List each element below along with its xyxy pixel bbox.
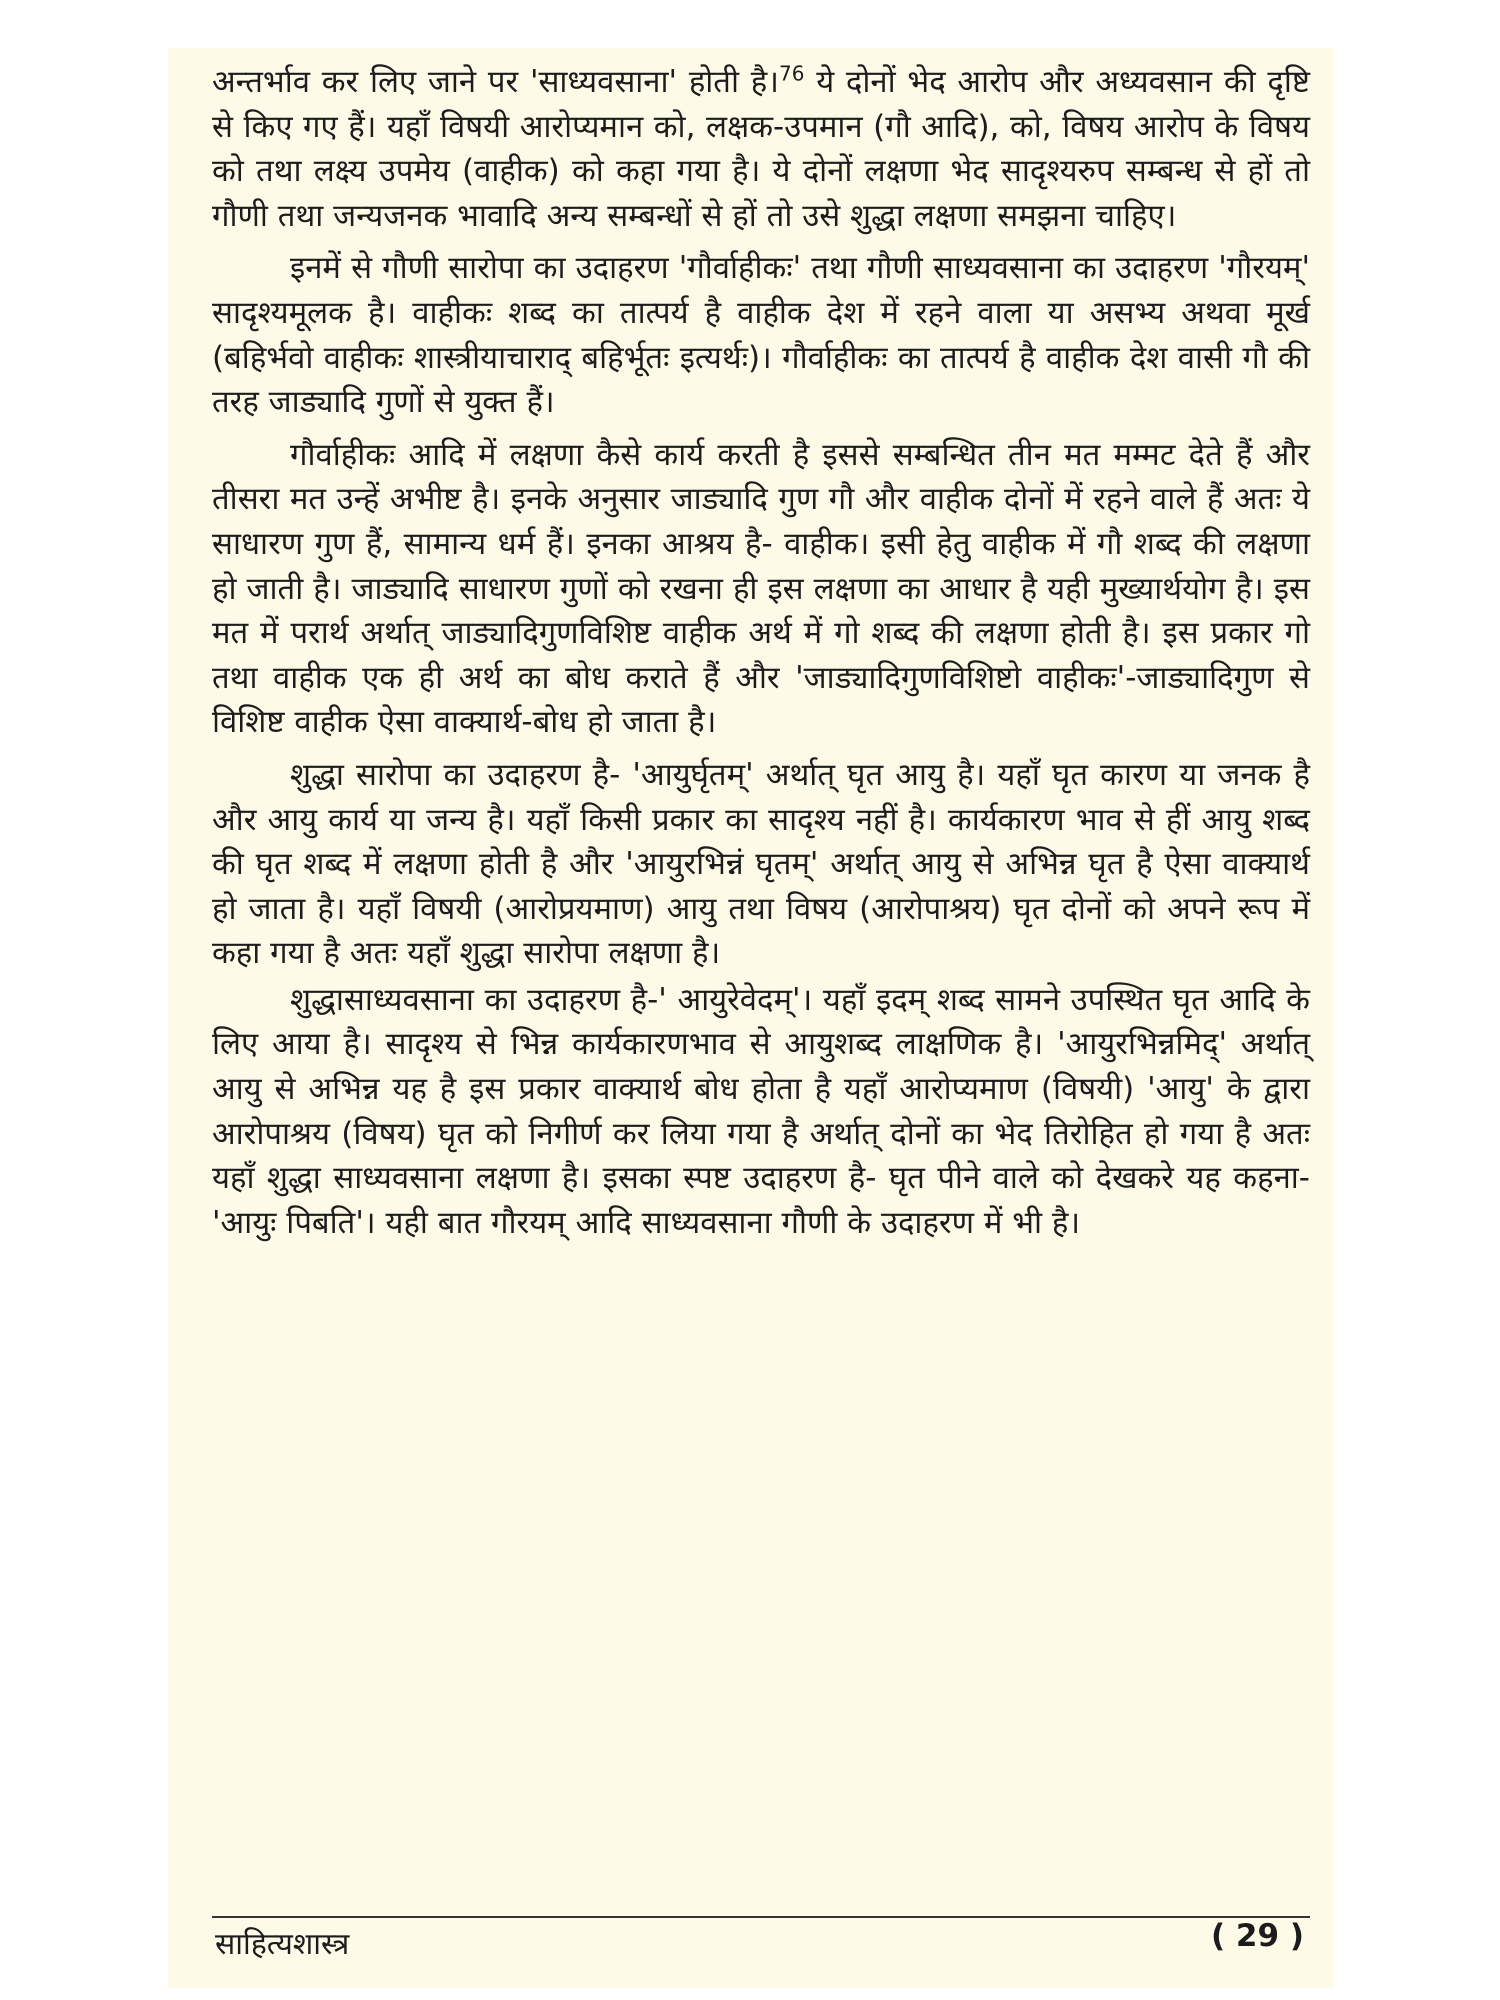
footer-divider xyxy=(212,1916,1310,1918)
paragraph-2: इनमें से गौणी सारोपा का उदाहरण 'गौर्वाहीकः' तथा गौणी साध्यवसाना का उदाहरण 'गौरयम्' सादृश्यमूलक है। वाहीकः शब्द का तात्पर्य है वाहीक देश में रहने वाला या असभ्य अथवा मूर्ख (बहिर्भवो वाहीकः शास्त्रीयाचाराद् बहिर्भूतः इत्यर्थः)। गौर्वाहीकः का तात्पर्य है वाहीक देश वासी गौ की तरह जाड्यादि गुणों से युक्त हैं। xyxy=(212,250,1310,421)
paragraph-5: शुद्धासाध्यवसाना का उदाहरण है-' आयुरेवेदम्'। यहाँ इदम् शब्द सामने उपस्थित घृत आदि के लिए आया है। सादृश्य से भिन्न कार्यकारणभाव से आयुशब्द लाक्षणिक है। 'आयुरभिन्नमिद्' अर्थात् आयु से अभिन्न यह है इस प्रकार वाक्यार्थ बोध होता है यहाँ आरोप्यमाण (विषयी) 'आयु' के द्वारा आरोपाश्रय (विषय) घृत को निगीर्ण कर लिया गया है अर्थात् दोनों का भेद तिरोहित हो गया है अतः यहाँ शुद्धा साध्यवसाना लक्षणा है। इसका स्पष्ट उदाहरण है- घृत पीने वाले को देखकरे यह कहना-'आयुः पिबति'। यही बात गौरयम् आदि साध्यवसाना गौणी के उदाहरण में भी है। xyxy=(212,981,1310,1241)
footer-book-title: साहित्यशास्त्र xyxy=(215,1927,350,1962)
page-number: ( 29 ) xyxy=(1210,1918,1304,1954)
paragraph-4: शुद्धा सारोपा का उदाहरण है- 'आयुर्घृतम्' अर्थात् घृत आयु है। यहाँ घृत कारण या जनक है और आयु कार्य या जन्य है। यहाँ किसी प्रकार का सादृश्य नहीं है। कार्यकारण भाव से हीं आयु शब्द की घृत शब्द में लक्षणा होती है और 'आयुरभिन्नं घृतम्' अर्थात् आयु से अभिन्न घृत है ऐसा वाक्यार्थ हो जाता है। यहाँ विषयी (आरोप्रयमाण) आयु तथा विषय (आरोपाश्रय) घृत दोनों को अपने रूप में कहा गया है अतः यहाँ शुद्धा सारोपा लक्षणा है। xyxy=(212,756,1310,972)
body-text xyxy=(212,60,1310,1253)
paragraph-3: गौर्वाहीकः आदि में लक्षणा कैसे कार्य करती है इससे सम्बन्धित तीन मत मम्मट देते हैं और तीसरा मत उन्हें अभीष्ट है। इनके अनुसार जाड्यादि गुण गौ और वाहीक दोनों में रहने वाले हैं अतः ये साधारण गुण हैं, सामान्य धर्म हैं। इनका आश्रय है- वाहीक। इसी हेतु वाहीक में गौ शब्द की लक्षणा हो जाती है। जाड्यादि साधारण गुणों को रखना ही इस लक्षणा का आधार है यही मुख्यार्थयोग है। इस मत में परार्थ अर्थात् जाड्यादिगुणविशिष्ट वाहीक अर्थ में गो शब्द की लक्षणा होती है। इस प्रकार गो तथा वाहीक एक ही अर्थ का बोध कराते हैं और 'जाड्यादिगुणविशिष्टो वाहीकः'-जाड्यादिगुण से विशिष्ट वाहीक ऐसा वाक्यार्थ-बोध हो जाता है। xyxy=(212,436,1310,741)
paragraph-1-text-cont: ये दोनों भेद आरोप और अध्यवसान की दृष्टि से किए गए हैं। यहाँ विषयी आरोप्यमान को, लक्षक-उपमान (गौ आदि), को, विषय आरोप के विषय को तथा लक्ष्य उपमेय (वाहीक) को कहा गया है। ये दोनों लक्षणा भेद सादृश्यरुप सम्बन्ध से हों तो गौणी तथा जन्यजनक भावादि अन्य सम्बन्धों से हों तो उसे शुद्धा लक्षणा समझना चाहिए। xyxy=(212,64,1311,234)
paragraph-1-text: अन्तर्भाव कर लिए जाने पर 'साध्यवसाना' होती है। xyxy=(212,64,779,100)
paragraph-1 xyxy=(212,60,1310,238)
footnote-ref-76: 76 xyxy=(778,61,805,86)
